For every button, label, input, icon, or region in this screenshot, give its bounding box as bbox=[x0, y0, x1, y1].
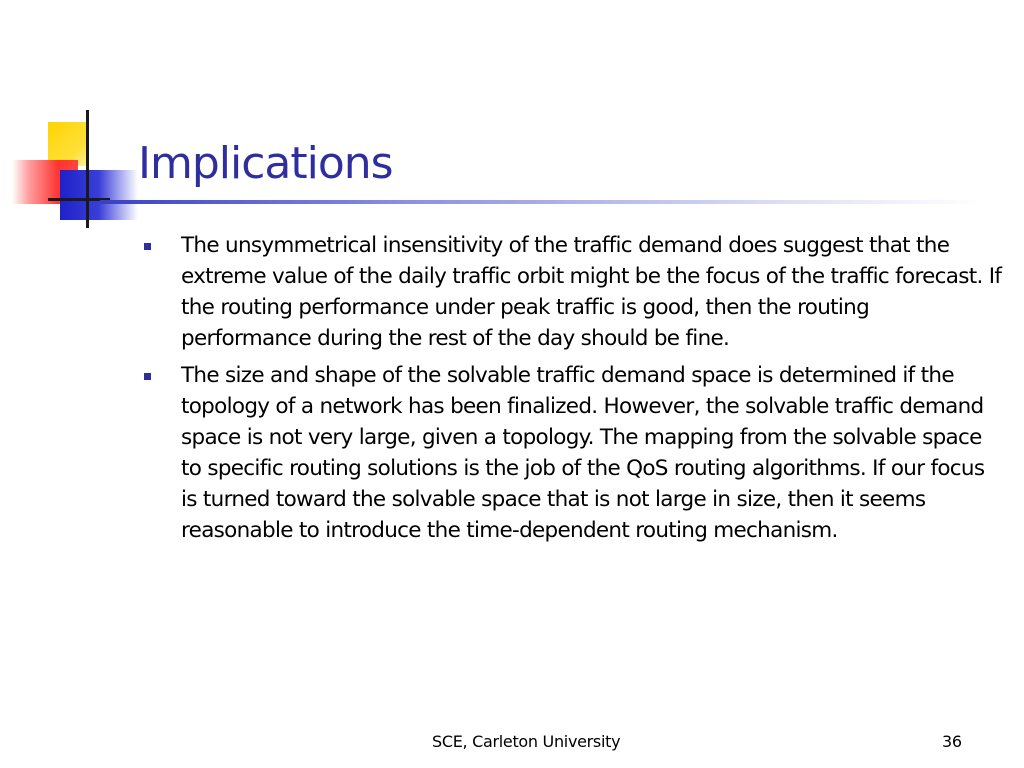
bullet-list bbox=[144, 230, 1004, 552]
square-bullet-icon bbox=[144, 243, 151, 250]
bullet-item bbox=[144, 230, 1004, 354]
decorative-vertical-line bbox=[86, 110, 89, 228]
footer-page-number: 36 bbox=[942, 732, 962, 751]
bullet-item bbox=[144, 360, 1004, 546]
title-underline-rule bbox=[100, 200, 980, 204]
footer-organization: SCE, Carleton University bbox=[432, 732, 621, 751]
slide-title: Implications bbox=[138, 138, 393, 189]
bullet-text: The size and shape of the solvable traffic demand space is determined if the topology of a network has been finalized. However, the solvable traffic demand space is not very large, given a topology. The mapping from the solvable space to specific routing solutions is the job of the QoS routing algorithms. If our focus is turned toward the solvable space that is not large in size, then it seems reasonable to introduce the time-dependent routing mechanism. bbox=[181, 363, 985, 543]
square-bullet-icon bbox=[144, 373, 151, 380]
bullet-text: The unsymmetrical insensitivity of the traffic demand does suggest that the extreme value of the daily traffic orbit might be the focus of the traffic forecast. If the routing performance under peak traffic is good, then the routing performance during the rest of the day should be fine. bbox=[181, 233, 1002, 351]
decorative-blue-square bbox=[60, 170, 138, 220]
